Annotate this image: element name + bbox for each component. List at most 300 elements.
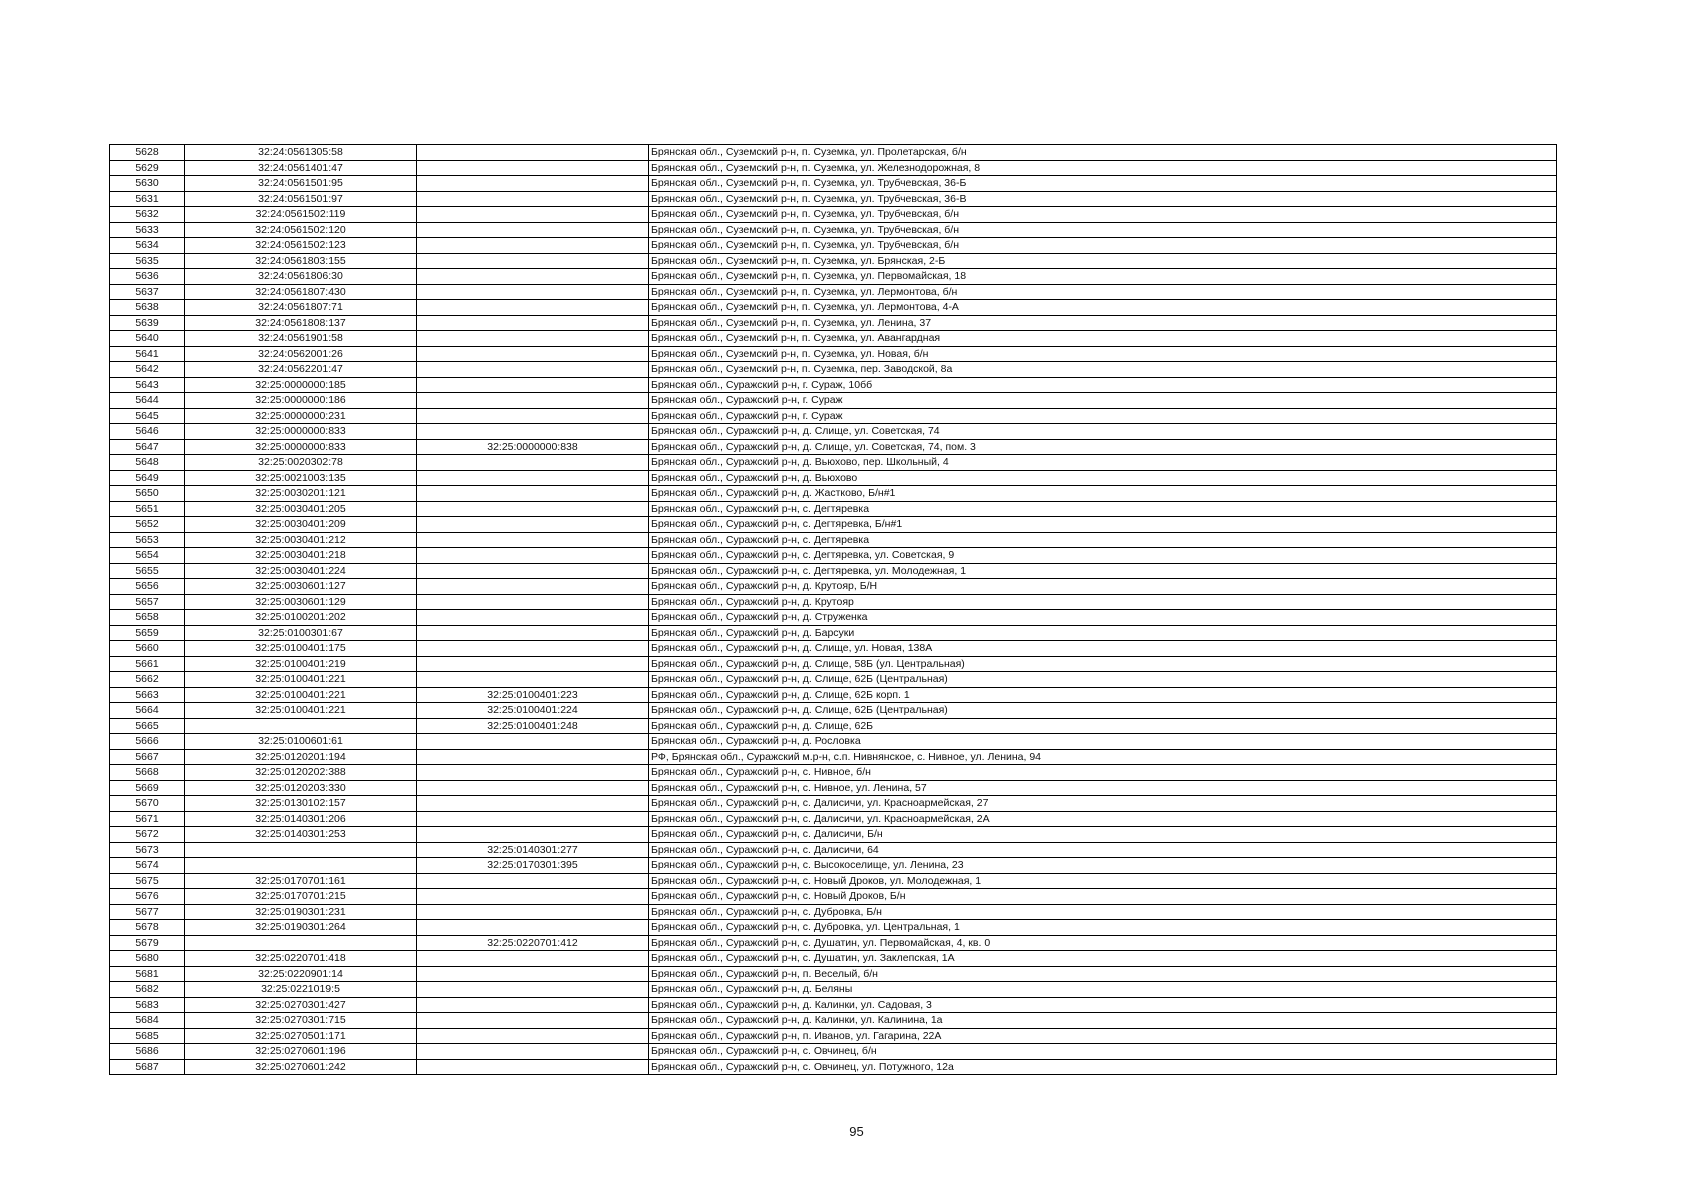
address-cell: Брянская обл., Суземский р-н, п. Суземка, ул. Трубчевская, б/н: [649, 222, 1557, 238]
table-row: [110, 269, 1557, 285]
cadastral-number-cell: 32:24:0561502:119: [185, 207, 417, 223]
row-number-cell: 5652: [110, 517, 185, 533]
cadastral-number-cell: 32:24:0561401:47: [185, 160, 417, 176]
table-row: [110, 207, 1557, 223]
table-row: [110, 1044, 1557, 1060]
table-row: [110, 703, 1557, 719]
address-cell: Брянская обл., Суражский р-н, с. Овчинец, ул. Потужного, 12а: [649, 1059, 1557, 1075]
related-cadastral-number-cell: [417, 238, 649, 254]
related-cadastral-number-cell: [417, 331, 649, 347]
cadastral-number-cell: 32:25:0000000:186: [185, 393, 417, 409]
address-cell: Брянская обл., Суражский р-н, д. Вьюхово, пер. Школьный, 4: [649, 455, 1557, 471]
address-cell: Брянская обл., Суражский р-н, г. Сураж: [649, 393, 1557, 409]
table-row: [110, 501, 1557, 517]
cadastral-number-cell: 32:25:0100401:221: [185, 687, 417, 703]
row-number-cell: 5675: [110, 873, 185, 889]
row-number-cell: 5655: [110, 563, 185, 579]
cadastral-number-cell: 32:25:0190301:231: [185, 904, 417, 920]
address-cell: Брянская обл., Суземский р-н, п. Суземка, ул. Пролетарская, б/н: [649, 145, 1557, 161]
related-cadastral-number-cell: [417, 486, 649, 502]
address-cell: Брянская обл., Суражский р-н, д. Крутояр: [649, 594, 1557, 610]
table-row: [110, 439, 1557, 455]
cadastral-number-cell: 32:25:0120202:388: [185, 765, 417, 781]
table-row: [110, 904, 1557, 920]
related-cadastral-number-cell: [417, 672, 649, 688]
cadastral-number-cell: 32:25:0030401:209: [185, 517, 417, 533]
address-cell: Брянская обл., Суражский р-н, д. Слище, 62Б: [649, 718, 1557, 734]
address-cell: Брянская обл., Суземский р-н, п. Суземка, ул. Новая, б/н: [649, 346, 1557, 362]
cadastral-number-cell: 32:25:0030401:224: [185, 563, 417, 579]
related-cadastral-number-cell: [417, 269, 649, 285]
cadastral-number-cell: 32:25:0100401:221: [185, 703, 417, 719]
related-cadastral-number-cell: [417, 982, 649, 998]
address-cell: Брянская обл., Суражский р-н, с. Дегтяревка, ул. Молодежная, 1: [649, 563, 1557, 579]
address-cell: Брянская обл., Суражский р-н, с. Дубровка, ул. Центральная, 1: [649, 920, 1557, 936]
related-cadastral-number-cell: [417, 563, 649, 579]
cadastral-number-cell: 32:25:0100201:202: [185, 610, 417, 626]
related-cadastral-number-cell: 32:25:0220701:412: [417, 935, 649, 951]
cadastral-number-cell: 32:24:0561501:95: [185, 176, 417, 192]
address-cell: Брянская обл., Суземский р-н, п. Суземка, пер. Заводской, 8а: [649, 362, 1557, 378]
related-cadastral-number-cell: [417, 966, 649, 982]
row-number-cell: 5633: [110, 222, 185, 238]
row-number-cell: 5657: [110, 594, 185, 610]
address-cell: Брянская обл., Суражский р-н, д. Слище, 62Б (Центральная): [649, 703, 1557, 719]
address-cell: Брянская обл., Суражский р-н, д. Вьюхово: [649, 470, 1557, 486]
cadastral-number-cell: 32:25:0000000:833: [185, 424, 417, 440]
related-cadastral-number-cell: [417, 889, 649, 905]
cadastral-number-cell: 32:25:0221019:5: [185, 982, 417, 998]
table-row: [110, 656, 1557, 672]
address-cell: Брянская обл., Суражский р-н, д. Слище, 62Б корп. 1: [649, 687, 1557, 703]
cadastral-number-cell: 32:25:0270501:171: [185, 1028, 417, 1044]
row-number-cell: 5661: [110, 656, 185, 672]
related-cadastral-number-cell: [417, 160, 649, 176]
cadastral-number-cell: 32:24:0561305:58: [185, 145, 417, 161]
row-number-cell: 5687: [110, 1059, 185, 1075]
address-cell: Брянская обл., Суражский р-н, д. Слище, 58Б (ул. Центральная): [649, 656, 1557, 672]
cadastral-number-cell: 32:24:0562201:47: [185, 362, 417, 378]
row-number-cell: 5672: [110, 827, 185, 843]
address-cell: Брянская обл., Суражский р-н, с. Дегтяревка: [649, 501, 1557, 517]
row-number-cell: 5639: [110, 315, 185, 331]
table-row: [110, 734, 1557, 750]
related-cadastral-number-cell: [417, 424, 649, 440]
cadastral-number-cell: 32:25:0140301:253: [185, 827, 417, 843]
related-cadastral-number-cell: [417, 997, 649, 1013]
address-cell: Брянская обл., Суражский р-н, п. Веселый, б/н: [649, 966, 1557, 982]
cadastral-number-cell: 32:24:0561502:123: [185, 238, 417, 254]
table-row: [110, 191, 1557, 207]
page-number: 95: [849, 1124, 864, 1139]
related-cadastral-number-cell: [417, 873, 649, 889]
table-row: [110, 796, 1557, 812]
table-row: [110, 455, 1557, 471]
address-cell: Брянская обл., Суражский р-н, с. Далисичи, Б/н: [649, 827, 1557, 843]
related-cadastral-number-cell: [417, 501, 649, 517]
cadastral-number-cell: 32:25:0170701:161: [185, 873, 417, 889]
related-cadastral-number-cell: [417, 222, 649, 238]
related-cadastral-number-cell: [417, 827, 649, 843]
table-row: [110, 920, 1557, 936]
table-row: [110, 160, 1557, 176]
address-cell: Брянская обл., Суражский р-н, с. Новый Дроков, Б/н: [649, 889, 1557, 905]
row-number-cell: 5647: [110, 439, 185, 455]
address-cell: РФ, Брянская обл., Суражский м.р-н, с.п. Нивнянское, с. Нивное, ул. Ленина, 94: [649, 749, 1557, 765]
address-cell: Брянская обл., Суражский р-н, с. Душатин, ул. Первомайская, 4, кв. 0: [649, 935, 1557, 951]
row-number-cell: 5643: [110, 377, 185, 393]
row-number-cell: 5664: [110, 703, 185, 719]
table-row: [110, 966, 1557, 982]
table-row: [110, 532, 1557, 548]
table-row: [110, 331, 1557, 347]
cadastral-number-cell: 32:24:0562001:26: [185, 346, 417, 362]
row-number-cell: 5651: [110, 501, 185, 517]
address-cell: Брянская обл., Суражский р-н, д. Рословка: [649, 734, 1557, 750]
address-cell: Брянская обл., Суражский р-н, с. Дегтяревка, ул. Советская, 9: [649, 548, 1557, 564]
row-number-cell: 5669: [110, 780, 185, 796]
address-cell: Брянская обл., Суземский р-н, п. Суземка, ул. Лермонтова, 4-А: [649, 300, 1557, 316]
table-row: [110, 827, 1557, 843]
table-row: [110, 408, 1557, 424]
address-cell: Брянская обл., Суражский р-н, д. Слище, 62Б (Центральная): [649, 672, 1557, 688]
cadastral-number-cell: [185, 842, 417, 858]
cadastral-number-cell: 32:24:0561806:30: [185, 269, 417, 285]
table-row: [110, 300, 1557, 316]
related-cadastral-number-cell: [417, 811, 649, 827]
cadastral-number-cell: 32:25:0030201:121: [185, 486, 417, 502]
cadastral-number-cell: 32:25:0030601:129: [185, 594, 417, 610]
row-number-cell: 5673: [110, 842, 185, 858]
row-number-cell: 5660: [110, 641, 185, 657]
cadastral-number-cell: 32:24:0561808:137: [185, 315, 417, 331]
table-row: [110, 315, 1557, 331]
address-cell: Брянская обл., Суражский р-н, с. Овчинец, б/н: [649, 1044, 1557, 1060]
cadastral-number-cell: 32:25:0100301:67: [185, 625, 417, 641]
related-cadastral-number-cell: [417, 904, 649, 920]
related-cadastral-number-cell: [417, 300, 649, 316]
cadastral-number-cell: 32:25:0021003:135: [185, 470, 417, 486]
related-cadastral-number-cell: [417, 532, 649, 548]
table-row: [110, 1028, 1557, 1044]
related-cadastral-number-cell: [417, 920, 649, 936]
related-cadastral-number-cell: 32:25:0100401:223: [417, 687, 649, 703]
related-cadastral-number-cell: [417, 1028, 649, 1044]
table-row: [110, 625, 1557, 641]
related-cadastral-number-cell: [417, 1059, 649, 1075]
cadastral-number-cell: 32:24:0561807:71: [185, 300, 417, 316]
cadastral-number-cell: 32:25:0120203:330: [185, 780, 417, 796]
address-cell: Брянская обл., Суражский р-н, с. Нивное, ул. Ленина, 57: [649, 780, 1557, 796]
row-number-cell: 5679: [110, 935, 185, 951]
cadastral-number-cell: 32:24:0561807:430: [185, 284, 417, 300]
address-cell: Брянская обл., Суражский р-н, с. Нивное, б/н: [649, 765, 1557, 781]
row-number-cell: 5684: [110, 1013, 185, 1029]
address-cell: Брянская обл., Суземский р-н, п. Суземка, ул. Первомайская, 18: [649, 269, 1557, 285]
related-cadastral-number-cell: [417, 1013, 649, 1029]
row-number-cell: 5681: [110, 966, 185, 982]
related-cadastral-number-cell: [417, 641, 649, 657]
related-cadastral-number-cell: 32:25:0140301:277: [417, 842, 649, 858]
address-cell: Брянская обл., Суражский р-н, с. Высокоселище, ул. Ленина, 23: [649, 858, 1557, 874]
address-cell: Брянская обл., Суражский р-н, д. Слище, ул. Советская, 74: [649, 424, 1557, 440]
row-number-cell: 5676: [110, 889, 185, 905]
table-row: [110, 377, 1557, 393]
related-cadastral-number-cell: [417, 594, 649, 610]
address-cell: Брянская обл., Суражский р-н, с. Новый Дроков, ул. Молодежная, 1: [649, 873, 1557, 889]
related-cadastral-number-cell: [417, 346, 649, 362]
row-number-cell: 5632: [110, 207, 185, 223]
address-cell: Брянская обл., Суражский р-н, д. Слище, ул. Новая, 138А: [649, 641, 1557, 657]
address-cell: Брянская обл., Суземский р-н, п. Суземка, ул. Авангардная: [649, 331, 1557, 347]
row-number-cell: 5668: [110, 765, 185, 781]
row-number-cell: 5634: [110, 238, 185, 254]
table-row: [110, 811, 1557, 827]
row-number-cell: 5680: [110, 951, 185, 967]
related-cadastral-number-cell: [417, 393, 649, 409]
table-row: [110, 145, 1557, 161]
related-cadastral-number-cell: [417, 780, 649, 796]
row-number-cell: 5665: [110, 718, 185, 734]
cadastral-number-cell: 32:25:0130102:157: [185, 796, 417, 812]
row-number-cell: 5630: [110, 176, 185, 192]
table-row: [110, 470, 1557, 486]
table-row: [110, 486, 1557, 502]
row-number-cell: 5629: [110, 160, 185, 176]
address-cell: Брянская обл., Суземский р-н, п. Суземка, ул. Железнодорожная, 8: [649, 160, 1557, 176]
related-cadastral-number-cell: [417, 749, 649, 765]
table-row: [110, 284, 1557, 300]
table-row: [110, 951, 1557, 967]
row-number-cell: 5667: [110, 749, 185, 765]
table-row: [110, 889, 1557, 905]
cadastral-number-cell: 32:25:0000000:185: [185, 377, 417, 393]
related-cadastral-number-cell: [417, 796, 649, 812]
address-cell: Брянская обл., Суражский р-н, с. Дегтяревка: [649, 532, 1557, 548]
related-cadastral-number-cell: [417, 656, 649, 672]
row-number-cell: 5662: [110, 672, 185, 688]
cadastral-number-cell: 32:25:0220701:418: [185, 951, 417, 967]
row-number-cell: 5685: [110, 1028, 185, 1044]
related-cadastral-number-cell: [417, 625, 649, 641]
address-cell: Брянская обл., Суражский р-н, с. Дубровка, Б/н: [649, 904, 1557, 920]
related-cadastral-number-cell: [417, 517, 649, 533]
cadastral-number-cell: 32:25:0030601:127: [185, 579, 417, 595]
row-number-cell: 5682: [110, 982, 185, 998]
row-number-cell: 5670: [110, 796, 185, 812]
related-cadastral-number-cell: [417, 191, 649, 207]
cadastral-number-cell: 32:25:0220901:14: [185, 966, 417, 982]
address-cell: Брянская обл., Суражский р-н, с. Дегтяревка, Б/н#1: [649, 517, 1557, 533]
row-number-cell: 5642: [110, 362, 185, 378]
table-row: [110, 858, 1557, 874]
address-cell: Брянская обл., Суражский р-н, д. Калинки, ул. Садовая, 3: [649, 997, 1557, 1013]
table-row: [110, 610, 1557, 626]
row-number-cell: 5686: [110, 1044, 185, 1060]
cadastral-number-cell: 32:24:0561803:155: [185, 253, 417, 269]
address-cell: Брянская обл., Суражский р-н, д. Струженка: [649, 610, 1557, 626]
address-cell: Брянская обл., Суземский р-н, п. Суземка, ул. Лермонтова, б/н: [649, 284, 1557, 300]
row-number-cell: 5649: [110, 470, 185, 486]
table-row: [110, 579, 1557, 595]
cadastral-number-cell: 32:25:0190301:264: [185, 920, 417, 936]
related-cadastral-number-cell: [417, 455, 649, 471]
cadastral-number-cell: 32:25:0000000:833: [185, 439, 417, 455]
table-row: [110, 176, 1557, 192]
related-cadastral-number-cell: [417, 362, 649, 378]
address-cell: Брянская обл., Суражский р-н, д. Беляны: [649, 982, 1557, 998]
related-cadastral-number-cell: 32:25:0000000:838: [417, 439, 649, 455]
table-row: [110, 842, 1557, 858]
table-row: [110, 765, 1557, 781]
cadastral-number-cell: 32:24:0561501:97: [185, 191, 417, 207]
related-cadastral-number-cell: [417, 377, 649, 393]
cadastral-number-cell: 32:25:0270601:196: [185, 1044, 417, 1060]
cadastral-number-cell: 32:25:0100401:221: [185, 672, 417, 688]
table-row: [110, 362, 1557, 378]
row-number-cell: 5659: [110, 625, 185, 641]
address-cell: Брянская обл., Суземский р-н, п. Суземка, ул. Трубчевская, б/н: [649, 238, 1557, 254]
row-number-cell: 5638: [110, 300, 185, 316]
cadastral-number-cell: 32:25:0270601:242: [185, 1059, 417, 1075]
related-cadastral-number-cell: [417, 284, 649, 300]
row-number-cell: 5683: [110, 997, 185, 1013]
cadastral-number-cell: 32:24:0561901:58: [185, 331, 417, 347]
table-row: [110, 424, 1557, 440]
table-row: [110, 1013, 1557, 1029]
related-cadastral-number-cell: [417, 470, 649, 486]
table-row: [110, 718, 1557, 734]
table-row: [110, 517, 1557, 533]
row-number-cell: 5656: [110, 579, 185, 595]
row-number-cell: 5635: [110, 253, 185, 269]
row-number-cell: 5644: [110, 393, 185, 409]
row-number-cell: 5631: [110, 191, 185, 207]
row-number-cell: 5658: [110, 610, 185, 626]
table-row: [110, 393, 1557, 409]
table-row: [110, 1059, 1557, 1075]
row-number-cell: 5653: [110, 532, 185, 548]
row-number-cell: 5640: [110, 331, 185, 347]
table-row: [110, 780, 1557, 796]
cadastral-number-cell: 32:25:0030401:218: [185, 548, 417, 564]
address-cell: Брянская обл., Суземский р-н, п. Суземка, ул. Брянская, 2-Б: [649, 253, 1557, 269]
related-cadastral-number-cell: [417, 408, 649, 424]
table-row: [110, 238, 1557, 254]
property-registry-table: [109, 144, 1557, 1075]
row-number-cell: 5666: [110, 734, 185, 750]
address-cell: Брянская обл., Суражский р-н, д. Калинки, ул. Калинина, 1а: [649, 1013, 1557, 1029]
related-cadastral-number-cell: [417, 610, 649, 626]
table-body: [110, 145, 1557, 1075]
table-row: [110, 346, 1557, 362]
address-cell: Брянская обл., Суземский р-н, п. Суземка, ул. Трубчевская, 36-Б: [649, 176, 1557, 192]
address-cell: Брянская обл., Суражский р-н, г. Сураж: [649, 408, 1557, 424]
row-number-cell: 5636: [110, 269, 185, 285]
address-cell: Брянская обл., Суражский р-н, п. Иванов, ул. Гагарина, 22А: [649, 1028, 1557, 1044]
related-cadastral-number-cell: [417, 253, 649, 269]
address-cell: Брянская обл., Суражский р-н, с. Далисичи, ул. Красноармейская, 2А: [649, 811, 1557, 827]
related-cadastral-number-cell: [417, 548, 649, 564]
related-cadastral-number-cell: 32:25:0100401:224: [417, 703, 649, 719]
table-row: [110, 982, 1557, 998]
related-cadastral-number-cell: [417, 951, 649, 967]
related-cadastral-number-cell: [417, 734, 649, 750]
related-cadastral-number-cell: [417, 207, 649, 223]
address-cell: Брянская обл., Суражский р-н, д. Жастково, Б/н#1: [649, 486, 1557, 502]
cadastral-number-cell: 32:25:0030401:212: [185, 532, 417, 548]
row-number-cell: 5678: [110, 920, 185, 936]
table-row: [110, 594, 1557, 610]
related-cadastral-number-cell: 32:25:0100401:248: [417, 718, 649, 734]
cadastral-number-cell: 32:25:0100401:219: [185, 656, 417, 672]
cadastral-number-cell: [185, 718, 417, 734]
table-row: [110, 749, 1557, 765]
related-cadastral-number-cell: 32:25:0170301:395: [417, 858, 649, 874]
row-number-cell: 5677: [110, 904, 185, 920]
address-cell: Брянская обл., Суражский р-н, с. Душатин, ул. Заклепская, 1А: [649, 951, 1557, 967]
related-cadastral-number-cell: [417, 765, 649, 781]
related-cadastral-number-cell: [417, 145, 649, 161]
address-cell: Брянская обл., Суражский р-н, с. Далисичи, ул. Красноармейская, 27: [649, 796, 1557, 812]
row-number-cell: 5628: [110, 145, 185, 161]
address-cell: Брянская обл., Суземский р-н, п. Суземка, ул. Трубчевская, 36-В: [649, 191, 1557, 207]
cadastral-number-cell: 32:25:0120201:194: [185, 749, 417, 765]
cadastral-number-cell: [185, 858, 417, 874]
table-row: [110, 641, 1557, 657]
table-row: [110, 687, 1557, 703]
cadastral-number-cell: 32:25:0100401:175: [185, 641, 417, 657]
cadastral-number-cell: 32:25:0140301:206: [185, 811, 417, 827]
address-cell: Брянская обл., Суражский р-н, с. Далисичи, 64: [649, 842, 1557, 858]
related-cadastral-number-cell: [417, 579, 649, 595]
address-cell: Брянская обл., Суземский р-н, п. Суземка, ул. Трубчевская, б/н: [649, 207, 1557, 223]
address-cell: Брянская обл., Суземский р-н, п. Суземка, ул. Ленина, 37: [649, 315, 1557, 331]
cadastral-number-cell: 32:25:0000000:231: [185, 408, 417, 424]
row-number-cell: 5663: [110, 687, 185, 703]
related-cadastral-number-cell: [417, 1044, 649, 1060]
table-row: [110, 935, 1557, 951]
row-number-cell: 5674: [110, 858, 185, 874]
row-number-cell: 5671: [110, 811, 185, 827]
row-number-cell: 5650: [110, 486, 185, 502]
address-cell: Брянская обл., Суражский р-н, д. Барсуки: [649, 625, 1557, 641]
table-row: [110, 672, 1557, 688]
related-cadastral-number-cell: [417, 176, 649, 192]
row-number-cell: 5641: [110, 346, 185, 362]
row-number-cell: 5637: [110, 284, 185, 300]
cadastral-number-cell: 32:24:0561502:120: [185, 222, 417, 238]
cadastral-number-cell: 32:25:0170701:215: [185, 889, 417, 905]
related-cadastral-number-cell: [417, 315, 649, 331]
table-row: [110, 548, 1557, 564]
table-row: [110, 253, 1557, 269]
address-cell: Брянская обл., Суражский р-н, д. Крутояр, Б/Н: [649, 579, 1557, 595]
cadastral-number-cell: 32:25:0030401:205: [185, 501, 417, 517]
table-row: [110, 222, 1557, 238]
table-row: [110, 997, 1557, 1013]
row-number-cell: 5645: [110, 408, 185, 424]
row-number-cell: 5654: [110, 548, 185, 564]
table-row: [110, 563, 1557, 579]
cadastral-number-cell: 32:25:0100601:61: [185, 734, 417, 750]
row-number-cell: 5648: [110, 455, 185, 471]
table-row: [110, 873, 1557, 889]
cadastral-number-cell: [185, 935, 417, 951]
cadastral-number-cell: 32:25:0270301:427: [185, 997, 417, 1013]
address-cell: Брянская обл., Суражский р-н, г. Сураж, 10бб: [649, 377, 1557, 393]
address-cell: Брянская обл., Суражский р-н, д. Слище, ул. Советская, 74, пом. 3: [649, 439, 1557, 455]
